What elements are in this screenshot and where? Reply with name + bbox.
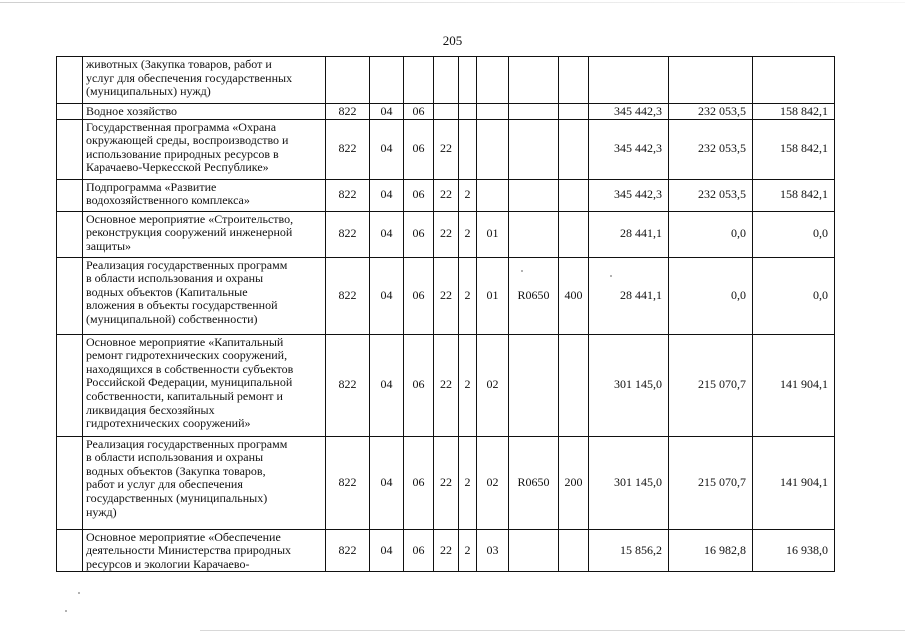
row-number-cell: [57, 529, 83, 572]
row-number-cell: [57, 179, 83, 211]
amount-year3-cell: 158 842,1: [753, 119, 835, 179]
item-name-line: вложения в объекты государственной: [86, 298, 278, 313]
item-name-line: реконструкция сооружений инженерной: [86, 225, 293, 240]
item-name-line: в области использования и охраны: [86, 450, 264, 465]
item-name-line: Реализация государственных программ: [86, 257, 288, 272]
amount-year1-cell: 28 441,1: [589, 211, 669, 257]
subsection-code-cell: 06: [404, 104, 434, 120]
subprogram-code-cell: 2: [459, 334, 477, 436]
amount-year2-cell: 232 053,5: [669, 104, 753, 120]
table-row: [57, 179, 835, 211]
program-code-cell: 22: [434, 529, 459, 572]
row-number-cell: [57, 334, 83, 436]
item-name-line: в области использования и охраны: [86, 271, 264, 286]
subsection-code-cell: 06: [404, 436, 434, 529]
item-name-cell: [83, 179, 326, 211]
subsection-code-cell: 06: [404, 529, 434, 572]
amount-year2-cell: 232 053,5: [669, 119, 753, 179]
table-row: [57, 104, 835, 120]
program-code-cell: 22: [434, 179, 459, 211]
amount-year1-cell: [589, 57, 669, 104]
table-row: [57, 436, 835, 529]
item-name-line: (муниципальных) нужд): [86, 84, 211, 99]
amount-year2-cell: 232 053,5: [669, 179, 753, 211]
subprogram-code-cell: 2: [459, 179, 477, 211]
item-name-line: Российской Федерации, муниципальной: [86, 375, 293, 390]
ministry-code-cell: 822: [326, 334, 370, 436]
item-name-line: деятельности Министерства природных: [86, 543, 292, 558]
direction-code-cell: [509, 57, 559, 104]
subsection-code-cell: 06: [404, 119, 434, 179]
item-name-line: работ и услуг для обеспечения: [86, 477, 243, 492]
section-code-cell: 04: [370, 334, 404, 436]
expense-type-cell: 400: [559, 257, 589, 334]
item-name-line: государственных (муниципальных): [86, 490, 268, 505]
item-name-line: водных объектов (Капитальные: [86, 284, 248, 299]
expense-type-cell: [559, 57, 589, 104]
table-row: [57, 57, 835, 104]
program-code-cell: 22: [434, 257, 459, 334]
direction-code-cell: [509, 104, 559, 120]
subsection-code-cell: [404, 57, 434, 104]
row-number-cell: [57, 57, 83, 104]
program-code-cell: [434, 104, 459, 120]
event-code-cell: 02: [477, 436, 509, 529]
item-name-line: нужд): [86, 504, 117, 519]
subsection-code-cell: 06: [404, 211, 434, 257]
ministry-code-cell: 822: [326, 211, 370, 257]
event-code-cell: [477, 104, 509, 120]
expense-type-cell: [559, 119, 589, 179]
subsection-code-cell: 06: [404, 334, 434, 436]
scan-edge-top: [0, 2, 905, 3]
scan-speck: [78, 592, 80, 594]
row-number-cell: [57, 119, 83, 179]
expense-type-cell: 200: [559, 436, 589, 529]
section-code-cell: 04: [370, 211, 404, 257]
amount-year2-cell: 215 070,7: [669, 334, 753, 436]
budget-table-body: [57, 57, 835, 572]
section-code-cell: 04: [370, 529, 404, 572]
amount-year3-cell: 16 938,0: [753, 529, 835, 572]
item-name-line: ликвидация бесхозяйных: [86, 402, 215, 417]
amount-year3-cell: [753, 57, 835, 104]
item-name-line: Карачаево-Черкесской Республике»: [86, 160, 269, 175]
item-name-line: водохозяйственного комплекса»: [86, 193, 250, 208]
item-name-line: окружающей среды, воспроизводство и: [86, 133, 289, 148]
direction-code-cell: R0650: [509, 257, 559, 334]
ministry-code-cell: 822: [326, 179, 370, 211]
amount-year2-cell: 0,0: [669, 257, 753, 334]
event-code-cell: 03: [477, 529, 509, 572]
subsection-code-cell: 06: [404, 179, 434, 211]
expense-type-cell: [559, 529, 589, 572]
program-code-cell: 22: [434, 436, 459, 529]
item-name-line: (муниципальной) собственности): [86, 311, 258, 326]
row-number-cell: [57, 436, 83, 529]
direction-code-cell: [509, 119, 559, 179]
ministry-code-cell: 822: [326, 104, 370, 120]
expense-type-cell: [559, 104, 589, 120]
ministry-code-cell: 822: [326, 257, 370, 334]
scan-edge-bottom: [200, 630, 905, 631]
amount-year2-cell: 16 982,8: [669, 529, 753, 572]
item-name-line: Подпрограмма «Развитие: [86, 179, 217, 194]
event-code-cell: [477, 57, 509, 104]
subprogram-code-cell: [459, 119, 477, 179]
item-name-cell: [83, 104, 326, 120]
item-name-line: ресурсов и экологии Карачаево-: [86, 556, 250, 571]
page-number: 205: [442, 33, 463, 48]
amount-year3-cell: 141 904,1: [753, 436, 835, 529]
program-code-cell: [434, 57, 459, 104]
subprogram-code-cell: 2: [459, 211, 477, 257]
section-code-cell: 04: [370, 257, 404, 334]
section-code-cell: 04: [370, 179, 404, 211]
program-code-cell: 22: [434, 211, 459, 257]
table-row: [57, 119, 835, 179]
subprogram-code-cell: 2: [459, 529, 477, 572]
table-row: [57, 334, 835, 436]
item-name-cell: [83, 257, 326, 334]
item-name-cell: [83, 529, 326, 572]
scan-speck: [65, 610, 67, 612]
item-name-line: Основное мероприятие «Строительство,: [86, 211, 294, 226]
item-name-cell: [83, 211, 326, 257]
amount-year1-cell: 15 856,2: [589, 529, 669, 572]
direction-code-cell: [509, 334, 559, 436]
subprogram-code-cell: 2: [459, 436, 477, 529]
direction-code-cell: [509, 211, 559, 257]
ministry-code-cell: [326, 57, 370, 104]
program-code-cell: 22: [434, 334, 459, 436]
event-code-cell: 01: [477, 257, 509, 334]
item-name-line: гидротехнических сооружений»: [86, 416, 251, 431]
amount-year3-cell: 0,0: [753, 211, 835, 257]
subprogram-code-cell: 2: [459, 257, 477, 334]
section-code-cell: 04: [370, 119, 404, 179]
amount-year2-cell: 0,0: [669, 211, 753, 257]
amount-year2-cell: [669, 57, 753, 104]
event-code-cell: 02: [477, 334, 509, 436]
item-name-line: ремонт гидротехнических сооружений,: [86, 348, 288, 363]
section-code-cell: 04: [370, 104, 404, 120]
scan-speck: [521, 270, 523, 272]
amount-year3-cell: 158 842,1: [753, 179, 835, 211]
ministry-code-cell: 822: [326, 436, 370, 529]
row-number-cell: [57, 104, 83, 120]
item-name-line: Основное мероприятие «Капитальный: [86, 334, 284, 349]
amount-year1-cell: 345 442,3: [589, 104, 669, 120]
item-name-cell: [83, 334, 326, 436]
amount-year3-cell: 141 904,1: [753, 334, 835, 436]
item-name-line: Государственная программа «Охрана: [86, 119, 277, 134]
item-name-line: услуг для обеспечения государственных: [86, 70, 293, 85]
amount-year2-cell: 215 070,7: [669, 436, 753, 529]
item-name-line: Водное хозяйство: [86, 104, 178, 118]
item-name-line: находящихся в собственности субъектов: [86, 361, 294, 376]
item-name-cell: [83, 57, 326, 104]
row-number-cell: [57, 211, 83, 257]
item-name-line: защиты»: [86, 238, 132, 253]
amount-year1-cell: 345 442,3: [589, 179, 669, 211]
table-row: [57, 529, 835, 572]
item-name-line: Основное мероприятие «Обеспечение: [86, 529, 281, 544]
scan-speck: [610, 275, 612, 277]
amount-year1-cell: 28 441,1: [589, 257, 669, 334]
item-name-cell: [83, 436, 326, 529]
direction-code-cell: [509, 529, 559, 572]
section-code-cell: 04: [370, 436, 404, 529]
subprogram-code-cell: [459, 57, 477, 104]
ministry-code-cell: 822: [326, 529, 370, 572]
item-name-line: животных (Закупка товаров, работ и: [86, 57, 272, 71]
section-code-cell: [370, 57, 404, 104]
item-name-line: использование природных ресурсов в: [86, 146, 279, 161]
amount-year3-cell: 158 842,1: [753, 104, 835, 120]
event-code-cell: [477, 179, 509, 211]
amount-year1-cell: 301 145,0: [589, 436, 669, 529]
item-name-line: водных объектов (Закупка товаров,: [86, 463, 266, 478]
expense-type-cell: [559, 211, 589, 257]
event-code-cell: 01: [477, 211, 509, 257]
expense-type-cell: [559, 179, 589, 211]
table-row: [57, 211, 835, 257]
budget-table: [56, 56, 835, 572]
subsection-code-cell: 06: [404, 257, 434, 334]
program-code-cell: 22: [434, 119, 459, 179]
subprogram-code-cell: [459, 104, 477, 120]
direction-code-cell: [509, 179, 559, 211]
amount-year1-cell: 345 442,3: [589, 119, 669, 179]
event-code-cell: [477, 119, 509, 179]
item-name-line: собственности, капитальный ремонт и: [86, 388, 283, 403]
direction-code-cell: R0650: [509, 436, 559, 529]
ministry-code-cell: 822: [326, 119, 370, 179]
item-name-line: Реализация государственных программ: [86, 436, 288, 451]
table-row: [57, 257, 835, 334]
amount-year1-cell: 301 145,0: [589, 334, 669, 436]
row-number-cell: [57, 257, 83, 334]
item-name-cell: [83, 119, 326, 179]
amount-year3-cell: 0,0: [753, 257, 835, 334]
expense-type-cell: [559, 334, 589, 436]
